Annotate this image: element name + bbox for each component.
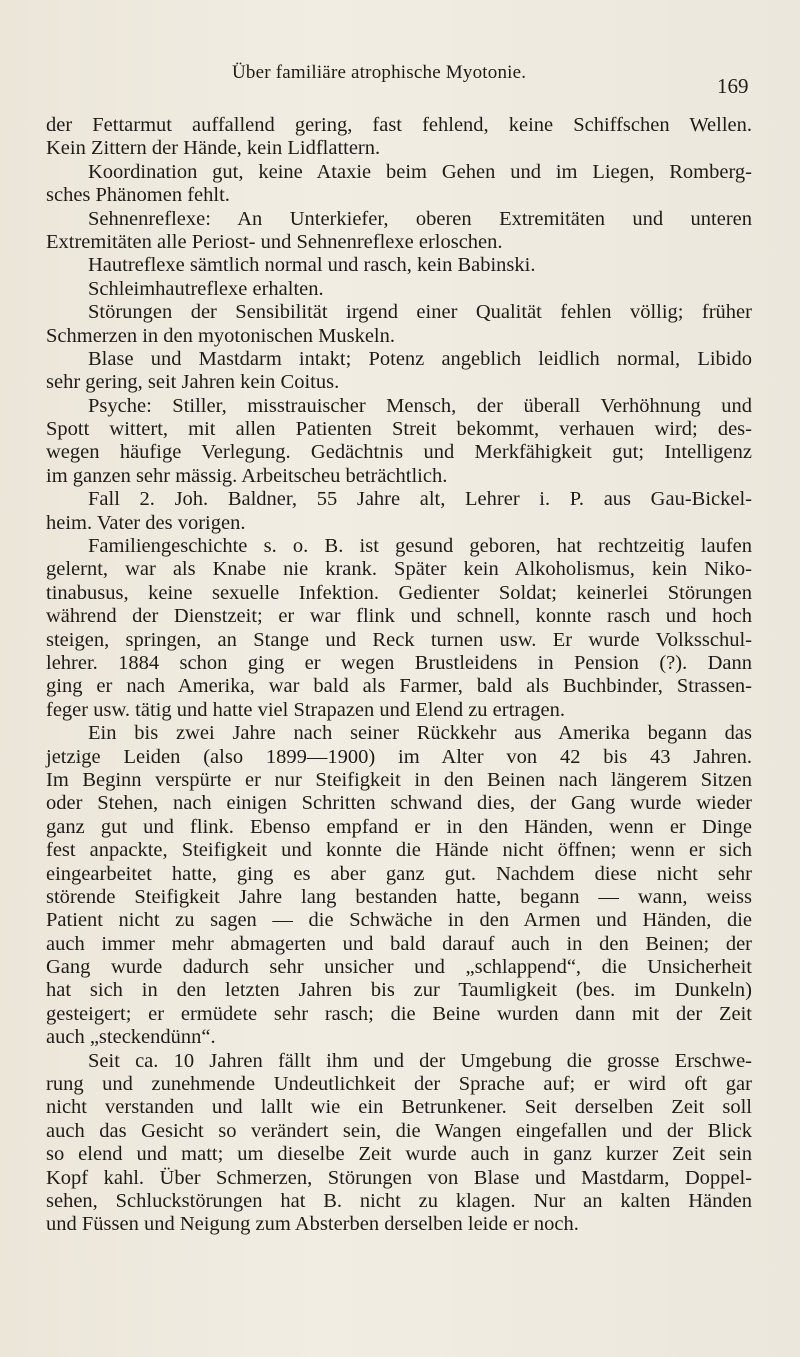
text-line: sches Phänomen fehlt.	[46, 184, 230, 207]
text-line: Gang wurde dadurch sehr unsicher und „schlappend“, die Unsicherheit	[46, 956, 752, 979]
text-line: oder Stehen, nach einigen Schritten schwand dies, der Gang wurde wieder	[46, 792, 752, 815]
paragraph	[46, 348, 752, 395]
text-line: Extremitäten alle Periost- und Sehnenreflexe erloschen.	[46, 230, 503, 253]
text-line: Spott wittert, mit allen Patienten Streit bekommt, verhauen wird; des-	[46, 418, 752, 441]
page-number: 169	[717, 74, 749, 98]
text-line: störende Steifigkeit Jahre lang bestanden hatte, begann — wann, weiss	[46, 885, 752, 908]
running-title: Über familiäre atrophische Myotonie.	[232, 62, 527, 83]
text-line: Seit ca. 10 Jahren fällt ihm und der Umgebung die grosse Erschwe-	[88, 1049, 752, 1072]
paragraph	[46, 301, 752, 348]
text-line: jetzige Leiden (also 1899—1900) im Alter von 42 bis 43 Jahren.	[46, 745, 752, 768]
text-line: Koordination gut, keine Ataxie beim Gehen und im Liegen, Romberg-	[88, 160, 752, 183]
text-line: Psyche: Stiller, misstrauischer Mensch, der überall Verhöhnung und	[88, 394, 752, 417]
text-line: Kopf kahl. Über Schmerzen, Störungen von Blase und Mastdarm, Doppel-	[46, 1166, 752, 1189]
text-line: eingearbeitet hatte, ging es aber ganz gut. Nachdem diese nicht sehr	[46, 862, 752, 885]
text-line: nicht verstanden und lallt wie ein Betrunkener. Seit derselben Zeit soll	[46, 1096, 752, 1119]
text-line: so elend und matt; um dieselbe Zeit wurde auch in ganz kurzer Zeit sein	[46, 1143, 752, 1166]
text-line: ging er nach Amerika, war bald als Farmer, bald als Buchbinder, Strassen-	[46, 675, 752, 698]
text-line: während der Dienstzeit; er war flink und schnell, konnte rasch und hoch	[46, 605, 752, 628]
paragraph	[46, 535, 752, 722]
text-line: auch „steckendünn“.	[46, 1026, 216, 1049]
text-line: sehr gering, seit Jahren kein Coitus.	[46, 371, 340, 394]
text-line: Familiengeschichte s. o. B. ist gesund geboren, hat rechtzeitig laufen	[88, 535, 752, 558]
text-line: rung und zunehmende Undeutlichkeit der Sprache auf; er wird oft gar	[46, 1073, 752, 1096]
text-line: Störungen der Sensibilität irgend einer Qualität fehlen völlig; früher	[88, 301, 752, 324]
text-line: feger usw. tätig und hatte viel Strapazen und Elend zu ertragen.	[46, 698, 565, 721]
text-line: hat sich in den letzten Jahren bis zur Taumligkeit (bes. im Dunkeln)	[46, 979, 752, 1002]
text-line: auch immer mehr abmagerten und bald darauf auch in den Beinen; der	[46, 932, 752, 955]
text-line: ganz gut und flink. Ebenso empfand er in den Händen, wenn er Dinge	[46, 815, 752, 838]
text-line: Ein bis zwei Jahre nach seiner Rückkehr aus Amerika begann das	[88, 722, 752, 745]
paragraph	[46, 208, 752, 255]
text-line: lehrer. 1884 schon ging er wegen Brustleidens in Pension (?). Dann	[46, 651, 752, 674]
paragraph	[46, 1050, 752, 1237]
paragraph	[46, 254, 752, 277]
text-line: gelernt, war als Knabe nie krank. Später kein Alkoholismus, kein Niko-	[46, 558, 752, 581]
text-line: heim. Vater des vorigen.	[46, 511, 246, 534]
text-line: Im Beginn verspürte er nur Steifigkeit in den Beinen nach längerem Sitzen	[46, 768, 752, 791]
case-heading-paragraph	[46, 488, 752, 535]
text-line: Schleimhautreflexe erhalten.	[88, 277, 324, 300]
text-line: der Fettarmut auffallend gering, fast fehlend, keine Schiffschen Wellen.	[46, 114, 752, 136]
text-line: steigen, springen, an Stange und Reck turnen usw. Er wurde Volksschul-	[46, 628, 752, 651]
paragraph	[46, 395, 752, 489]
text-line: Blase und Mastdarm intakt; Potenz angeblich leidlich normal, Libido	[88, 347, 752, 370]
body-text	[46, 114, 752, 1237]
text-line: fest anpackte, Steifigkeit und konnte die Hände nicht öffnen; wenn er sich	[46, 839, 752, 862]
text-line: wegen häufige Verlegung. Gedächtnis und Merkfähigkeit gut; Intelligenz	[46, 441, 752, 464]
paragraph	[46, 161, 752, 208]
text-line: gesteigert; er ermüdete sehr rasch; die Beine wurden dann mit der Zeit	[46, 1002, 752, 1025]
paragraph	[46, 114, 752, 161]
text-line: Sehnenreflexe: An Unterkiefer, oberen Extremitäten und unteren	[88, 207, 752, 230]
text-line: Fall 2. Joh. Baldner, 55 Jahre alt, Lehrer i. P. aus Gau-Bickel-	[88, 488, 752, 511]
text-line: auch das Gesicht so verändert sein, die Wangen eingefallen und der Blick	[46, 1119, 752, 1142]
paragraph	[46, 278, 752, 301]
text-line: tinabusus, keine sexuelle Infektion. Gedienter Soldat; keinerlei Störungen	[46, 581, 752, 604]
text-line: Hautreflexe sämtlich normal und rasch, kein Babinski.	[88, 254, 536, 277]
text-line: Schmerzen in den myotonischen Muskeln.	[46, 324, 396, 347]
paragraph	[46, 722, 752, 1049]
text-line: Patient nicht zu sagen — die Schwäche in den Armen und Händen, die	[46, 909, 752, 932]
text-line: im ganzen sehr mässig. Arbeitscheu beträchtlich.	[46, 464, 448, 487]
text-line: Kein Zittern der Hände, kein Lidflattern.	[46, 137, 381, 160]
text-line: und Füssen und Neigung zum Absterben derselben leide er noch.	[46, 1213, 579, 1236]
text-line: sehen, Schluckstörungen hat B. nicht zu klagen. Nur an kalten Händen	[46, 1189, 752, 1212]
